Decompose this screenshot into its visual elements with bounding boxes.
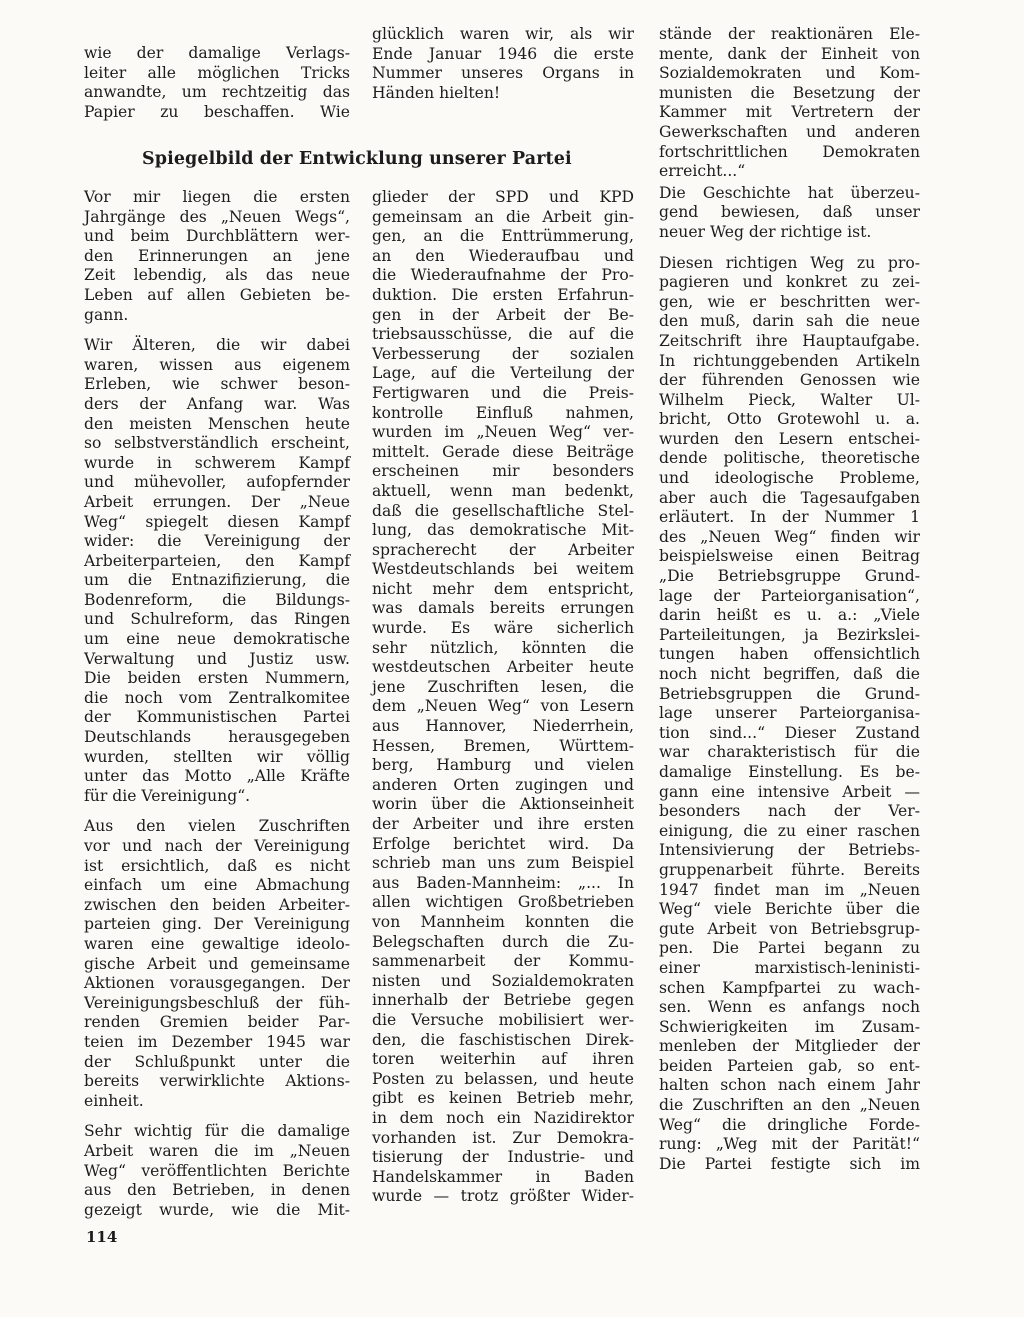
- text-line: allen wichtigen Großbetrieben: [372, 893, 634, 912]
- text-line: glieder der SPD und KPD: [372, 188, 634, 206]
- text-line: wurde — trotz größter Wider-: [372, 1187, 634, 1206]
- text-line: Wilhelm Pieck, Walter Ul-: [659, 390, 920, 409]
- text-line: lage der Parteiorganisation“,: [659, 586, 920, 605]
- text-line: Leben auf allen Gebieten be-: [84, 285, 350, 304]
- text-line: die Wiederaufnahme der Pro-: [372, 266, 634, 285]
- text-line: ders der Anfang war. Was: [84, 394, 350, 413]
- text-line: Lage, auf die Verteilung der: [372, 364, 634, 383]
- text-line: Handelskammer in Baden: [372, 1167, 634, 1186]
- paragraph: [372, 188, 634, 1207]
- text-line: der Arbeiter und ihre ersten: [372, 815, 634, 833]
- text-line: Gewerkschaften und anderen: [659, 122, 920, 141]
- paragraph: [659, 25, 920, 182]
- text-line: nisten und Sozialdemokraten: [372, 971, 634, 990]
- text-line: damalige Einstellung. Es be-: [659, 762, 920, 781]
- text-line: worin über die Aktionseinheit: [372, 795, 634, 814]
- text-line: pen. Die Partei begann zu: [659, 939, 920, 958]
- text-line: was damals bereits errungen: [372, 599, 634, 618]
- text-line: noch nicht begriffen, daß die: [659, 665, 920, 683]
- text-line: vor und nach der Vereinigung: [84, 837, 350, 855]
- text-line: Die Partei festigte sich im: [659, 1154, 920, 1173]
- text-line: Sozialdemokraten und Kom-: [659, 64, 920, 83]
- text-line: Erleben, wie schwer beson-: [84, 375, 350, 394]
- text-line: erreicht...“: [659, 162, 746, 181]
- text-line: bricht, Otto Grotewohl u. a.: [659, 410, 920, 429]
- text-line: Aktionen vorausgegangen. Der: [84, 974, 350, 993]
- text-line: aktuell, wenn man bedenkt,: [372, 481, 634, 500]
- text-line: jene Zuschriften lesen, die: [372, 677, 634, 696]
- text-line: gute Arbeit von Betriebsgrup-: [659, 919, 920, 938]
- paragraph: [84, 1122, 350, 1220]
- text-line: der Kommunistischen Partei: [84, 708, 350, 727]
- text-line: Westdeutschlands bei weitem: [372, 560, 634, 579]
- text-line: Aus den vielen Zuschriften: [84, 817, 350, 836]
- text-line: Wir Älteren, die wir dabei: [84, 336, 350, 355]
- text-line: Erfolge berichtet wird. Da: [372, 834, 634, 853]
- text-line: und Schulreform, das Ringen: [84, 610, 350, 629]
- text-line: gemeinsam an die Arbeit gin-: [372, 207, 634, 226]
- text-line: Kammer mit Vertretern der: [659, 103, 920, 122]
- paragraph: [659, 254, 920, 1175]
- text-line: dende politische, theoretische: [659, 449, 920, 468]
- text-line: gruppenarbeit führte. Bereits: [659, 860, 920, 879]
- text-line: munisten die Besetzung der: [659, 83, 920, 102]
- text-line: Jahrgänge des „Neuen Wegs“,: [84, 207, 350, 226]
- text-line: gann eine intensive Arbeit —: [659, 782, 920, 801]
- text-line: aus Hannover, Niederrhein,: [372, 717, 634, 736]
- text-line: sehr nützlich, könnten die: [372, 638, 634, 657]
- text-line: Die Geschichte hat überzeu-: [659, 183, 920, 202]
- text-line: fortschrittlichen Demokraten: [659, 142, 920, 161]
- text-line: duktion. Die ersten Erfahrun-: [372, 285, 634, 304]
- text-line: renden Gremien beider Par-: [84, 1013, 350, 1032]
- text-line: des „Neuen Weg“ finden wir: [659, 527, 920, 546]
- text-line: halten schon nach einem Jahr: [659, 1076, 920, 1095]
- text-line: und ideologische Probleme,: [659, 469, 920, 488]
- text-line: wider: die Vereinigung der: [84, 532, 350, 551]
- text-line: Die beiden ersten Nummern,: [84, 669, 350, 688]
- text-line: teien im Dezember 1945 war: [84, 1032, 350, 1051]
- text-line: Papier zu beschaffen. Wie: [84, 102, 350, 121]
- text-line: Sehr wichtig für die damalige: [84, 1122, 350, 1141]
- text-line: wurden den Lesern entschei-: [659, 429, 920, 448]
- text-line: rung: „Weg mit der Parität!“: [659, 1135, 920, 1154]
- text-line: waren eine gewaltige ideolo-: [84, 934, 350, 953]
- text-line: Nummer unseres Organs in: [372, 64, 634, 83]
- column-1: [84, 188, 350, 1220]
- text-line: anwandte, um rechtzeitig das: [84, 83, 350, 102]
- column-2-top: [372, 25, 634, 103]
- text-line: lung, das demokratische Mit-: [372, 521, 634, 540]
- text-line: gen, wie er beschritten wer-: [659, 292, 920, 311]
- text-line: aber auch die Tagesaufgaben: [659, 488, 920, 507]
- text-line: Fertigwaren und die Preis-: [372, 383, 634, 402]
- text-line: Parteileitungen, ja Bezirkslei-: [659, 625, 920, 644]
- text-line: Händen hielten!: [372, 83, 501, 102]
- text-line: Verbesserung der sozialen: [372, 344, 634, 363]
- text-line: triebsausschüsse, die auf die: [372, 325, 634, 344]
- text-line: leiter alle möglichen Tricks: [84, 63, 350, 82]
- text-line: Betriebsgruppen die Grund-: [659, 684, 920, 703]
- text-line: Bodenreform, die Bildungs-: [84, 590, 350, 609]
- text-line: innerhalb der Betriebe gegen: [372, 991, 634, 1010]
- text-line: Posten zu belassen, und heute: [372, 1069, 634, 1088]
- text-line: mittelt. Gerade diese Beiträge: [372, 442, 634, 461]
- text-line: gische Arbeit und gemeinsame: [84, 954, 350, 973]
- text-line: Arbeit errungen. Der „Neue: [84, 492, 350, 511]
- paragraph: [84, 336, 350, 806]
- text-line: Diesen richtigen Weg zu pro-: [659, 253, 920, 272]
- text-line: besonders nach der Ver-: [659, 802, 920, 821]
- text-line: den Erinnerungen an jene: [84, 246, 350, 265]
- text-line: In richtunggebenden Artikeln: [659, 351, 920, 370]
- text-line: wurden im „Neuen Weg“ ver-: [372, 423, 634, 442]
- text-line: Hessen, Bremen, Württem-: [372, 736, 634, 755]
- text-line: 1947 findet man im „Neuen: [659, 880, 920, 899]
- column-2: [372, 188, 634, 1207]
- paragraph: [84, 44, 350, 122]
- text-line: wurde in schwerem Kampf: [84, 453, 350, 472]
- paragraph: [372, 25, 634, 103]
- text-line: gibt es keinen Betrieb mehr,: [372, 1089, 634, 1108]
- page-number: 114: [86, 1228, 118, 1246]
- text-line: Belegschaften durch die Zu-: [372, 932, 634, 951]
- text-line: schrieb man uns zum Beispiel: [372, 854, 634, 873]
- text-line: tungen haben offensichtlich: [659, 645, 920, 664]
- text-line: toren weiterhin auf ihren: [372, 1050, 634, 1069]
- text-line: Arbeiterparteien, den Kampf: [84, 551, 350, 570]
- text-line: einfach um eine Abmachung: [84, 876, 350, 895]
- text-line: parteien ging. Der Vereinigung: [84, 915, 350, 934]
- text-line: tisierung der Industrie- und: [372, 1148, 634, 1167]
- text-line: unter das Motto „Alle Kräfte: [84, 767, 350, 786]
- text-line: aus den Betrieben, in denen: [84, 1181, 350, 1200]
- text-line: Verwaltung und Justiz usw.: [84, 649, 350, 668]
- text-line: Vereinigungsbeschluß der füh-: [84, 993, 350, 1012]
- text-line: westdeutschen Arbeiter heute: [372, 658, 634, 677]
- text-line: Weg“ die dringliche Forde-: [659, 1115, 920, 1134]
- text-line: gen in der Arbeit der Be-: [372, 305, 634, 324]
- text-line: wurde. Es wäre sicherlich: [372, 619, 634, 638]
- text-line: schen Kampfpartei zu wach-: [659, 978, 920, 997]
- text-line: ist ersichtlich, daß es nicht: [84, 856, 350, 875]
- text-line: einheit.: [84, 1091, 144, 1110]
- text-line: glücklich waren wir, als wir: [372, 25, 634, 43]
- section-heading: Spiegelbild der Entwicklung unserer Partei: [142, 149, 572, 169]
- text-line: mente, dank der Einheit von: [659, 44, 920, 63]
- text-line: Weg“ spiegelt diesen Kampf: [84, 512, 350, 531]
- text-line: zwischen den beiden Arbeiter-: [84, 895, 350, 914]
- text-line: wurden, stellten wir völlig: [84, 747, 350, 766]
- text-line: Zeitschrift ihre Hauptaufgabe.: [659, 331, 920, 350]
- text-line: neuer Weg der richtige ist.: [659, 222, 872, 241]
- text-line: berg, Hamburg und vielen: [372, 756, 634, 775]
- text-line: Schwierigkeiten im Zusam-: [659, 1017, 920, 1036]
- text-line: lage unserer Parteiorganisa-: [659, 704, 920, 723]
- text-line: wie der damalige Verlags-: [84, 44, 350, 62]
- text-line: Deutschlands herausgegeben: [84, 728, 350, 747]
- text-line: Vor mir liegen die ersten: [84, 188, 350, 206]
- text-line: um die Entnazifizierung, die: [84, 571, 350, 590]
- text-line: und beim Durchblättern wer-: [84, 227, 350, 246]
- text-line: die Versuche mobilisiert wer-: [372, 1010, 634, 1029]
- text-line: erscheinen mir besonders: [372, 462, 634, 481]
- text-line: „Die Betriebsgruppe Grund-: [659, 567, 920, 586]
- text-line: gezeigt wurde, wie die Mit-: [84, 1200, 350, 1219]
- column-3: [659, 25, 920, 1174]
- text-line: gen, an die Enttrümmerung,: [372, 227, 634, 246]
- paragraph: [84, 817, 350, 1111]
- text-line: Zeit lebendig, als das neue: [84, 266, 350, 285]
- text-line: die Zuschriften an den „Neuen: [659, 1096, 920, 1115]
- paragraph: [84, 188, 350, 325]
- text-line: den meisten Menschen heute: [84, 414, 350, 433]
- text-line: beispielsweise einen Beitrag: [659, 547, 920, 566]
- text-line: gann.: [84, 305, 129, 324]
- text-line: sen. Wenn es anfangs noch: [659, 998, 920, 1017]
- text-line: Weg“ veröffentlichten Berichte: [84, 1161, 350, 1180]
- text-line: menleben der Mitglieder der: [659, 1037, 920, 1056]
- text-line: einer marxistisch-leninisti-: [659, 958, 920, 977]
- paragraph: [659, 184, 920, 243]
- text-line: spracherecht der Arbeiter: [372, 540, 634, 559]
- text-line: kontrolle Einfluß nahmen,: [372, 403, 634, 422]
- text-line: stände der reaktionären Ele-: [659, 25, 920, 43]
- column-1-top: [84, 44, 350, 122]
- text-line: Arbeit waren die im „Neuen: [84, 1141, 350, 1160]
- text-line: aus Baden-Mannheim: „... In: [372, 873, 634, 892]
- text-line: gend bewiesen, daß unser: [659, 203, 920, 222]
- text-line: war charakteristisch für die: [659, 743, 920, 762]
- text-line: beiden Parteien gab, so ent-: [659, 1056, 920, 1075]
- text-line: waren, wissen aus eigenem: [84, 355, 350, 374]
- text-line: bereits verwirklichte Aktions-: [84, 1072, 350, 1091]
- text-line: Intensivierung der Betriebs-: [659, 841, 920, 860]
- text-line: Weg“ viele Berichte über die: [659, 900, 920, 919]
- text-line: für die Vereinigung“.: [84, 786, 251, 805]
- text-line: pagieren und konkret zu zei-: [659, 273, 920, 292]
- text-line: darin heißt es u. a.: „Viele: [659, 606, 920, 625]
- text-line: dem „Neuen Weg“ von Lesern: [372, 697, 634, 716]
- text-line: und mühevoller, aufopfernder: [84, 473, 350, 492]
- text-line: den muß, darin sah die neue: [659, 312, 920, 331]
- text-line: Ende Januar 1946 die erste: [372, 44, 634, 63]
- text-line: die noch vom Zentralkomitee: [84, 688, 350, 707]
- text-line: erläutert. In der Nummer 1: [659, 508, 920, 527]
- text-line: den, die faschistischen Direk-: [372, 1030, 634, 1049]
- text-line: um eine neue demokratische: [84, 630, 350, 649]
- text-line: sammenarbeit der Kommu-: [372, 952, 634, 971]
- text-line: nicht mehr dem entspricht,: [372, 579, 634, 598]
- text-line: der Schlußpunkt unter die: [84, 1052, 350, 1071]
- text-line: anderen Orten zugingen und: [372, 775, 634, 794]
- text-line: vorhanden ist. Zur Demokra-: [372, 1128, 634, 1147]
- text-line: an den Wiederaufbau und: [372, 246, 634, 265]
- text-line: einigung, die zu einer raschen: [659, 821, 920, 840]
- text-line: daß die gesellschaftliche Stel-: [372, 501, 634, 520]
- text-line: der führenden Genossen wie: [659, 371, 920, 390]
- text-line: so selbstverständlich erscheint,: [84, 434, 350, 453]
- text-line: von Mannheim konnten die: [372, 912, 634, 931]
- text-line: tion sind...“ Dieser Zustand: [659, 723, 920, 742]
- text-line: in dem noch ein Nazidirektor: [372, 1108, 634, 1127]
